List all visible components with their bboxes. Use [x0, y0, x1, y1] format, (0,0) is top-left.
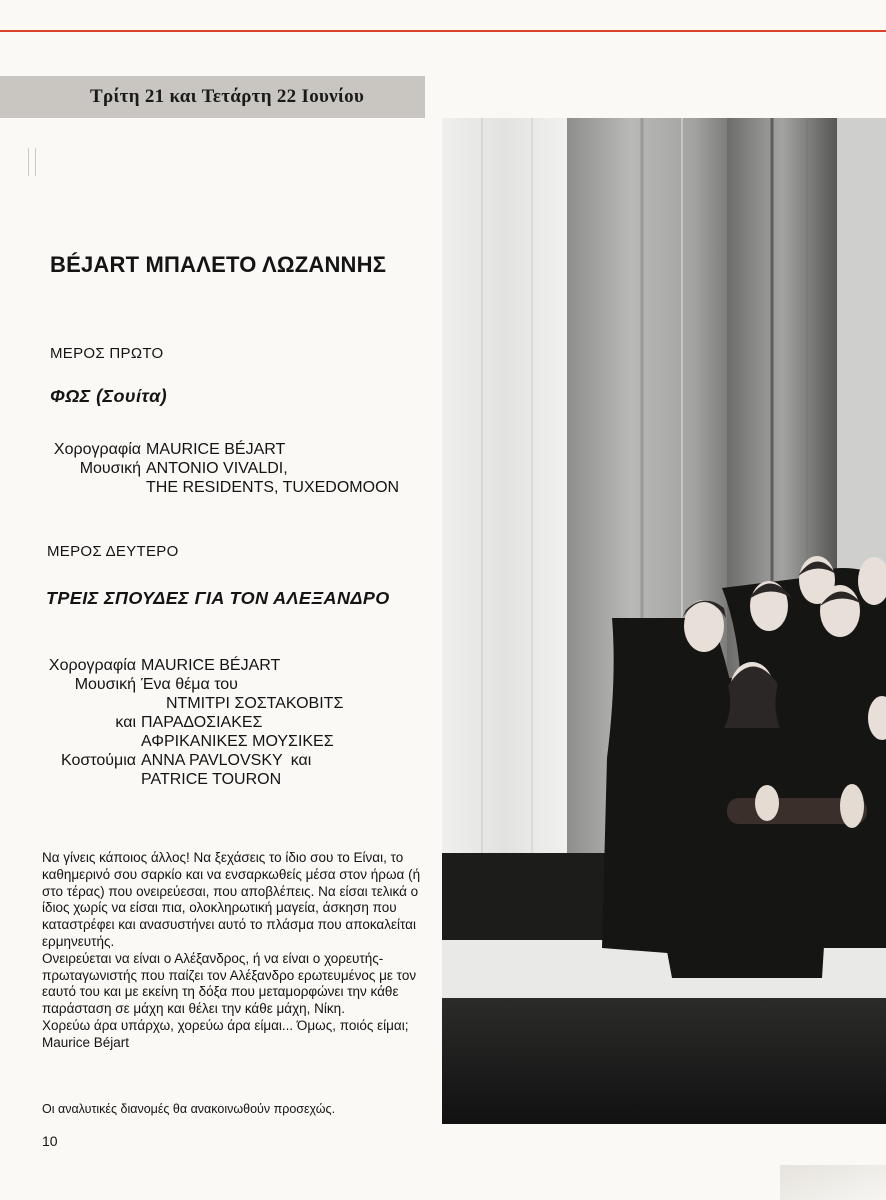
- dance-photo: [442, 118, 886, 1124]
- credit-row: [44, 713, 343, 732]
- credit-value: Ένα θέμα του: [141, 676, 238, 693]
- company-title: BÉJART ΜΠΑΛΕΤΟ ΛΩΖΑΝΝΗΣ: [50, 252, 387, 277]
- part-two-title: ΤΡΕΙΣ ΣΠΟΥΔΕΣ ΓΙΑ ΤΟΝ ΑΛΕΞΑΝΔΡΟ: [46, 588, 390, 608]
- credit-label: και: [115, 714, 136, 731]
- credit-label: [44, 770, 136, 789]
- scan-mark: [28, 148, 36, 176]
- top-red-rule: [0, 30, 886, 32]
- credit-row: [44, 694, 343, 713]
- credit-row: [44, 656, 343, 675]
- part-one-credits: [45, 440, 399, 497]
- part-two-credits: [44, 656, 343, 789]
- credit-label: [44, 732, 136, 751]
- credit-label: Μουσική: [79, 460, 141, 477]
- credit-value-name: ANNA PAVLOVSKY: [141, 752, 283, 769]
- program-note: [42, 850, 424, 1052]
- credit-label: Κοστούμια: [60, 752, 136, 769]
- credit-row: [44, 751, 343, 770]
- credit-value: PATRICE TOURON: [141, 771, 282, 788]
- part-one-title: ΦΩΣ (Σουίτα): [50, 386, 168, 406]
- credit-row: [44, 770, 343, 789]
- credit-row: [44, 675, 343, 694]
- dance-photo-illustration: [442, 118, 886, 1124]
- note-paragraph: Ονειρεύεται να είναι ο Αλέξανδρος, ή να είναι ο χορευτής-πρωταγωνιστής που παίζει τον Αλέξανδρο ερωτευμένος με τον εαυτό του και με εκείνη τη δόξα που μεταμορφώνει την κάθε παράσταση σε μάχη και θέλει την κάθε μάχη, Νίκη.: [42, 950, 417, 1017]
- date-banner: [0, 76, 425, 118]
- credit-value: MAURICE BÉJART: [146, 441, 286, 458]
- credit-value: ΠΑΡΑΔΟΣΙΑΚΕΣ: [141, 714, 263, 731]
- credit-value: THE RESIDENTS, TUXEDOMOON: [146, 479, 400, 496]
- credit-value: MAURICE BÉJART: [141, 657, 281, 674]
- note-signature: Maurice Béjart: [42, 1034, 130, 1050]
- credit-row: [45, 440, 399, 459]
- credit-row: [45, 459, 399, 478]
- credit-row: [45, 478, 399, 497]
- credit-value: ΝΤΜΙΤΡΙ ΣΟΣΤΑΚΟΒΙΤΣ: [166, 695, 344, 712]
- credit-value: [136, 751, 311, 770]
- scan-artifact: [780, 1165, 886, 1200]
- credit-conjunction: και: [290, 752, 312, 769]
- page-number: 10: [42, 1133, 58, 1149]
- credit-label: Μουσική: [74, 676, 136, 693]
- credit-label: [45, 478, 141, 497]
- credit-value: ΑΦΡΙΚΑΝΙΚΕΣ ΜΟΥΣΙΚΕΣ: [141, 733, 334, 750]
- casting-note: Οι αναλυτικές διανομές θα ανακοινωθούν προσεχώς.: [42, 1102, 336, 1116]
- credit-label: Χορογραφία: [53, 441, 141, 458]
- performance-dates: Τρίτη 21 και Τετάρτη 22 Ιουνίου: [90, 86, 365, 107]
- note-paragraph: Να γίνεις κάποιος άλλος! Να ξεχάσεις το ίδιο σου το Είναι, το καθημερινό σου σαρκίο και να ενσαρκωθείς μέσα στον ήρωα (ή στο τέρας) που ονειρεύεσαι, που αποβλέπεις. Να είσαι τελικά ο ίδιος χωρίς να είσαι πια, ολοκληρωτική μαγεία, άσκηση που καταστρέφει και ανασυστήνει αυτό το πλάσμα που αποκαλείται ερμηνευτής.: [42, 850, 421, 949]
- note-paragraph: Χορεύω άρα υπάρχω, χορεύω άρα είμαι... Όμως, ποιός είμαι;: [42, 1017, 409, 1033]
- part-two-label: ΜΕΡΟΣ ΔΕΥΤΕΡΟ: [47, 543, 179, 560]
- credit-row: [44, 732, 343, 751]
- part-one-label: ΜΕΡΟΣ ΠΡΩΤΟ: [50, 345, 164, 362]
- credit-label: [44, 694, 136, 713]
- credit-value: ANTONIO VIVALDI,: [146, 460, 288, 477]
- credit-label: Χορογραφία: [48, 657, 136, 674]
